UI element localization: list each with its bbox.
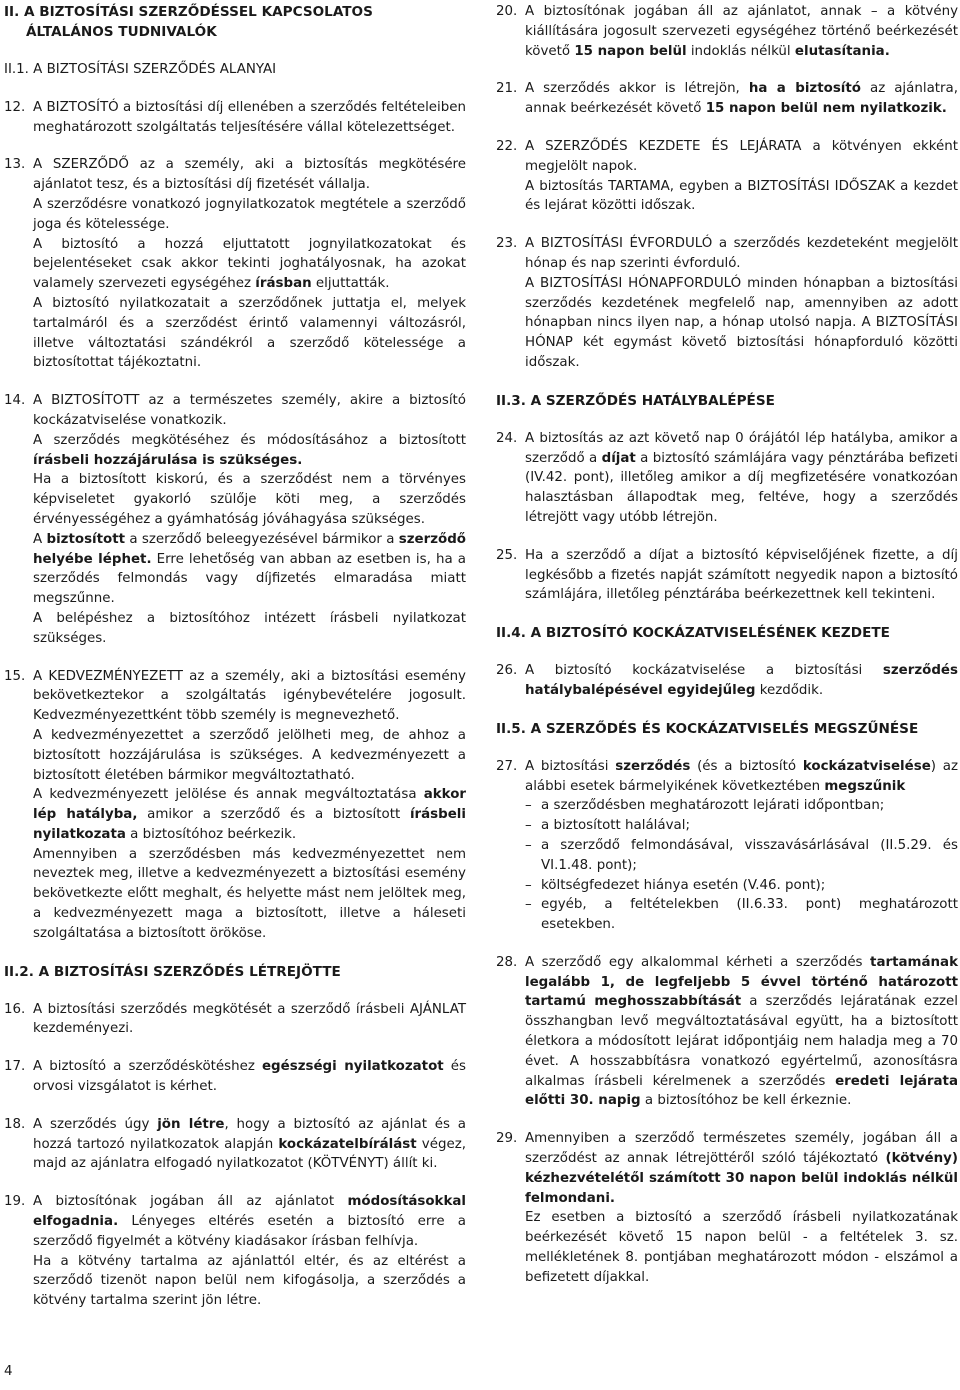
- item-paragraph: A biztosítónak jogában áll az ajánlatot módosításokkal elfogadnia. Lényeges eltérés esetén a biztosító erre a szerződő figyelmét a kötvény kiadásakor írásban felhívja.: [33, 1194, 466, 1249]
- item-paragraph: Ha a szerződő a díjat a biztosító képviselőjének fizette, a díj legkésőbb a fizetés napját számított negyedik napon a biztosító számlájára, illetőleg pénztárába beérkezettnek kell tekinteni.: [525, 547, 958, 603]
- section-heading-ii5: II.5. A SZERZŐDÉS ÉS KOCKÁZATVISELÉS MEGSZŰNÉSE: [496, 720, 919, 737]
- list-item: – a szerződő felmondásával, visszavásárlásával (II.5.29. és VI.1.48. pont);: [525, 837, 958, 873]
- chapter-title-line1: II. A BIZTOSÍTÁSI SZERZŐDÉSSEL KAPCSOLATOS: [4, 4, 373, 20]
- item-paragraph: A BIZTOSÍTÁSI HÓNAPFORDULÓ minden hónapban a biztosítási szerződés kezdetének megfelelő nap, amennyiben az adott hónapban nincs ilyen nap, a hónap utolsó napja. A BIZTOSÍTÁSI HÓNAP két egymást követő biztosítási hónapforduló közötti időszak.: [525, 275, 958, 370]
- item-paragraph: A szerződésre vonatkozó jognyilatkozatok megtétele a szerződő joga és kötelessége.: [33, 196, 466, 232]
- item-paragraph: A kedvezményezettet a szerződő jelölheti meg, de ahhoz a biztosított hozzájárulása is szükséges. A kedvezményezett a biztosított életében bármikor megváltoztatható.: [33, 727, 466, 783]
- list-item: – a szerződésben meghatározott lejárati időpontban;: [525, 798, 885, 814]
- item-paragraph: A biztosítási szerződés megkötését a szerződő írásbeli AJÁNLAT kezdeményezi.: [33, 1001, 466, 1037]
- item-paragraph: Ha a kötvény tartalma az ajánlattól eltér, és az eltérést a szerződő tizenöt napon belül nem kifogásolja, a szerződés a kötvény tartalma szerint jön létre.: [33, 1253, 466, 1309]
- item-number: 24.: [496, 430, 518, 446]
- item-paragraph: Ez esetben a biztosító a szerződő írásbeli nyilatkozatának beérkezését követő 15 napon belül - a feltételek 3. sz. mellékletének 8. pontjában meghatározott módon - elszámol a befizetett díjakkal.: [525, 1210, 958, 1285]
- item-paragraph: A BIZTOSÍTOTT az a természetes személy, akire a biztosító kockázatviselése vonatkozik.: [33, 393, 466, 428]
- item-paragraph: A szerződés megkötéséhez és módosításához a biztosított írásbeli hozzájárulása is szükséges.: [33, 432, 466, 468]
- item-paragraph: A KEDVEZMÉNYEZETT az a személy, aki a biztosítási esemény bekövetkeztekor a szolgáltatás igénybevételére jogosult. Kedvezményezettként több személy is megnevezhető.: [33, 668, 466, 724]
- item-22: [496, 137, 958, 216]
- section-heading-ii1: II.1. A BIZTOSÍTÁSI SZERZŐDÉS ALANYAI: [4, 62, 277, 77]
- item-number: 12.: [4, 99, 26, 115]
- left-column: [4, 2, 466, 1311]
- item-paragraph: A biztosított a szerződő beleegyezésével bármikor a szerződő helyébe léphet. Erre lehetőség van abban az esetben is, ha a szerződés felmondás vagy díjfizetés elmaradása miatt megszűnne.: [33, 531, 467, 607]
- item-paragraph: A biztosító a szerződéskötéshez egészségi nyilatkozatot és orvosi vizsgálatot is kérhet.: [33, 1059, 466, 1095]
- item-paragraph: A SZERZŐDÉS KEZDETE ÉS LEJÁRATA a kötvényen ekként megjelölt napok.: [525, 138, 958, 174]
- item-number: 20.: [496, 4, 518, 19]
- item-paragraph: Amennyiben a szerződésben más kedvezményezettet nem neveztek meg, illetve a kedvezményezett a biztosítási esemény bekövetkezte előtt meghalt, és helyette mást nem jelöltek meg, a kedvezményezett maga a biztosított, illetve a háleseti szolgáltatása a biztosított örököse.: [33, 846, 466, 941]
- item-paragraph: A biztosítás az azt követő nap 0 órájától lép hatályba, amikor a szerződő a díjat a biztosító számlájára vagy pénztárába befizeti (IV.42. pont), illetőleg amikor a díj megfizetésére vonatkozóan halasztásban állapodtak meg, feltéve, hogy a szerződés létrejött vagy utóbb létrejön.: [525, 430, 958, 525]
- item-24: [496, 429, 958, 528]
- item-15: [4, 667, 466, 944]
- list-item: – költségfedezet hiánya esetén (V.46. pont);: [525, 877, 826, 893]
- item-number: 29.: [496, 1131, 518, 1147]
- item-paragraph: A belépéshez a biztosítóhoz intézett írásbeli nyilatkozat szükséges.: [33, 610, 466, 646]
- item-number: 22.: [496, 138, 518, 154]
- item-13: [4, 155, 466, 373]
- section-heading-ii3: II.3. A SZERZŐDÉS HATÁLYBALÉPÉSE: [496, 392, 775, 409]
- item-20: [496, 2, 958, 61]
- item-27: [496, 757, 958, 935]
- item-number: 17.: [4, 1059, 26, 1075]
- item-number: 19.: [4, 1194, 26, 1210]
- item-paragraph: Ha a biztosított kiskorú, és a szerződést nem a törvényes képviseletet gyakorló szülője köti meg, a szerződés érvényességéhez a gyámhatóság jóváhagyása szükséges.: [33, 472, 466, 527]
- item-paragraph: A biztosító nyilatkozatait a szerződőnek juttatja el, melyek tartalmáról és a szerződést érintő valamennyi változásról, illetve változtatási szándékról a szerződő kötelessége a biztosítottat tájékoztatni.: [33, 295, 466, 371]
- item-26: [496, 661, 958, 701]
- item-number: 21.: [496, 81, 518, 97]
- item-paragraph: A BIZTOSÍTÁSI ÉVFORDULÓ a szerződés kezdeteként megjelölt hónap és nap szerinti évforduló.: [525, 236, 958, 271]
- list-item: – egyéb, a feltételekben (II.6.33. pont) meghatározott esetekben.: [525, 897, 958, 933]
- item-paragraph: A biztosító kockázatviselése a biztosítási szerződés hatálybalépésével egyidejűleg kezdődik.: [525, 663, 958, 698]
- item-25: [496, 546, 958, 605]
- item-number: 14.: [4, 393, 26, 409]
- item-number: 16.: [4, 1001, 26, 1017]
- item-paragraph: A kedvezményezett jelölése és annak megváltoztatása akkor lép hatályba, amikor a szerződő és a biztosított írásbeli nyilatkozata a biztosítóhoz beérkezik.: [33, 787, 466, 842]
- item-number: 26.: [496, 663, 518, 679]
- item-17: [4, 1057, 466, 1097]
- item-number: 15.: [4, 668, 26, 684]
- chapter-title: [4, 2, 466, 42]
- item-number: 18.: [4, 1116, 26, 1132]
- item-paragraph: A biztosító a hozzá eljuttatott jognyilatkozatokat és bejelentéseket csak akkor tekinti joghatályosnak, ha azokat valamely szervezeti egységéhez írásban eljuttatták.: [33, 236, 466, 292]
- section-heading-ii2: II.2. A BIZTOSÍTÁSI SZERZŐDÉS LÉTREJÖTTE: [4, 963, 341, 980]
- item-paragraph: A biztosítás TARTAMA, egyben a BIZTOSÍTÁSI IDŐSZAK a kezdet és lejárat közötti időszak.: [525, 178, 958, 214]
- item-29: [496, 1129, 958, 1287]
- item-paragraph: A SZERZŐDŐ az a személy, aki a biztosítás megkötésére ajánlatot tesz, és a biztosítási díj fizetését vállalja.: [33, 157, 467, 193]
- item-21: [496, 79, 958, 119]
- item-14: [4, 391, 466, 648]
- section-heading-ii4: II.4. A BIZTOSÍTÓ KOCKÁZATVISELÉSÉNEK KEZDETE: [496, 625, 890, 642]
- item-number: 27.: [496, 758, 518, 774]
- item-paragraph: A biztosítási szerződés (és a biztosító kockázatviselése) az alábbi esetek bármelyikének következtében megszűnik: [525, 758, 958, 794]
- item-paragraph: A szerződő egy alkalommal kérheti a szerződés tartamának legalább 1, de legfeljebb 5 évvel történő határozott tartamú meghosszabbítását a szerződés lejáratának ezzel összhangban levő megváltoztatásával együtt, ha a biztosított életkora a módosított lejárat időpontjáig nem haladja meg a 70 évet. A hosszabbításra vonatkozó egyértelmű, azonosításra alkalmas írásbeli kérelmenek a szerződés eredeti lejárata előtti 30. napig a biztosítóhoz be kell érkeznie.: [525, 954, 959, 1109]
- item-number: 28.: [496, 954, 518, 970]
- list-item: – a biztosított halálával;: [525, 818, 690, 834]
- chapter-title-line2: ÁLTALÁNOS TUDNIVALÓK: [26, 24, 217, 40]
- right-column: [496, 2, 958, 1288]
- item-paragraph: A BIZTOSÍTÓ a biztosítási díj ellenében a szerződés feltételeiben meghatározott szolgáltatás teljesítésére vállal kötelezettséget.: [33, 99, 466, 135]
- item-19: [4, 1192, 466, 1311]
- item-paragraph: Amennyiben a szerződő természetes személy, jogában áll a szerződést az annak létrejöttéről szóló tájékoztató (kötvény) kézhezvételétől számított 30 napon belül indoklás nélkül felmondani.: [525, 1131, 958, 1206]
- item-16: [4, 1000, 466, 1040]
- item-paragraph: A szerződés úgy jön létre, hogy a biztosító az ajánlat és a hozzá tartozó nyilatkozatok alapján kockázatelbírálást végez, majd az ajánlatra elfogadó nyilatkozatot (KÖTVÉNYT) állít ki.: [33, 1116, 466, 1172]
- item-12: [4, 98, 466, 138]
- page-number: 4: [4, 1364, 13, 1379]
- item-number: 23.: [496, 236, 518, 252]
- item-paragraph: A szerződés akkor is létrejön, ha a biztosító az ajánlatra, annak beérkezését követő 15 napon belül nem nyilatkozik.: [525, 81, 958, 117]
- item-18: [4, 1115, 466, 1174]
- item-28: [496, 953, 958, 1111]
- item-23: [496, 234, 958, 373]
- item-number: 13.: [4, 157, 26, 173]
- item-paragraph: A biztosítónak jogában áll az ajánlatot, annak – a kötvény kiállítására jogosult szervezeti egységéhez történő beérkezését követő 15 napon belül indoklás nélkül elutasítania.: [525, 4, 958, 59]
- item-number: 25.: [496, 547, 518, 563]
